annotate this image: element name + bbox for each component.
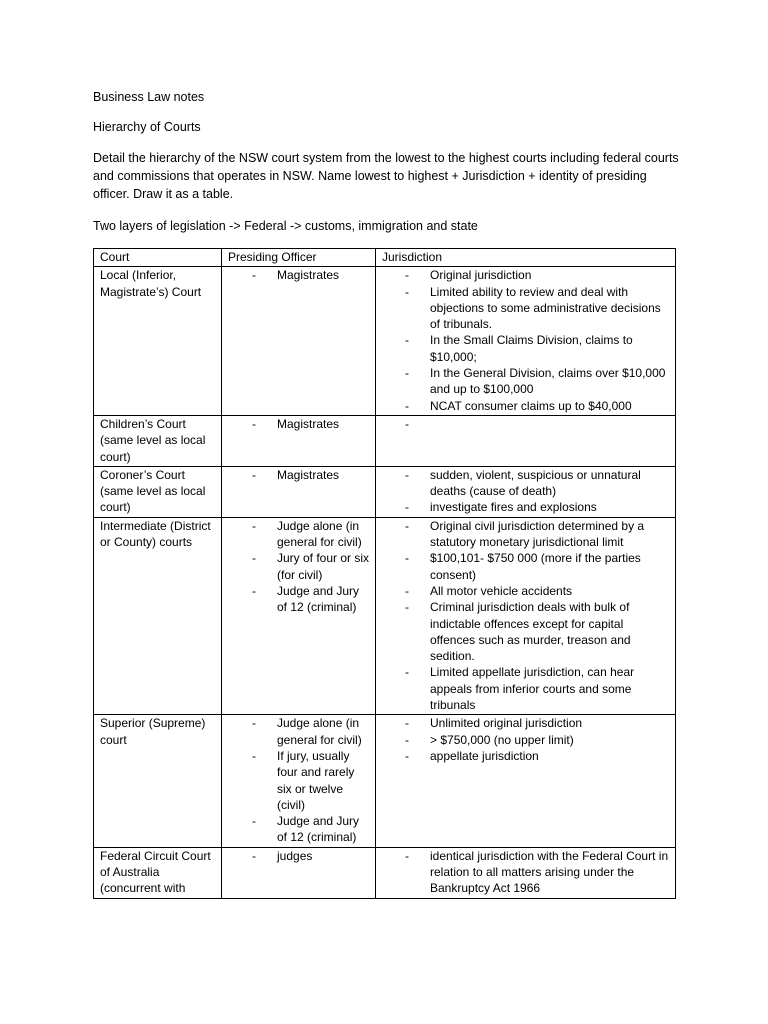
presiding-officer-cell [222, 715, 376, 847]
dash-bullet: - [252, 583, 256, 598]
presiding-officer-text: If jury, usually four and rarely six or twelve (civil) [277, 748, 355, 812]
presiding-officer-list [228, 848, 371, 864]
presiding-officer-text: Judge alone (in general for civil) [277, 518, 362, 550]
dash-bullet: - [405, 467, 409, 482]
doc-title: Business Law notes [93, 90, 205, 104]
dash-bullet: - [405, 416, 409, 431]
court-name: Children’s Court (same level as local court) [94, 415, 222, 466]
jurisdiction-text: sudden, violent, suspicious or unnatural deaths (cause of death) [430, 467, 641, 499]
jurisdiction-item [382, 583, 671, 599]
jurisdiction-item [382, 332, 671, 365]
court-name: Local (Inferior, Magistrate’s) Court [94, 267, 222, 416]
jurisdiction-text: Original civil jurisdiction determined by a statutory monetary jurisdictional limit [430, 518, 645, 550]
jurisdiction-item [382, 398, 671, 414]
presiding-officer-list [228, 715, 371, 845]
jurisdiction-list [382, 848, 671, 897]
presiding-officer-item [228, 267, 371, 283]
table-row [94, 415, 676, 466]
dash-bullet: - [405, 284, 409, 299]
presiding-officer-cell [222, 847, 376, 898]
jurisdiction-cell [376, 847, 676, 898]
jurisdiction-text: identical jurisdiction with the Federal Court in relation to all matters arising under the Bankruptcy Act 1966 [430, 848, 669, 896]
jurisdiction-text: NCAT consumer claims up to $40,000 [430, 398, 632, 413]
jurisdiction-text: Unlimited original jurisdiction [430, 716, 583, 731]
dash-bullet: - [405, 268, 409, 283]
table-row [94, 715, 676, 847]
jurisdiction-item [382, 365, 671, 398]
presiding-officer-text: Judge alone (in general for civil) [277, 716, 362, 747]
dash-bullet: - [252, 848, 256, 863]
header-presiding-officer: Presiding Officer [222, 249, 376, 267]
dash-bullet: - [252, 518, 256, 533]
jurisdiction-item [382, 518, 671, 551]
dash-bullet: - [405, 716, 409, 731]
court-name: Intermediate (District or County) courts [94, 517, 222, 715]
section-heading: Hierarchy of Courts [93, 120, 201, 134]
presiding-officer-text: Judge and Jury of 12 (criminal) [277, 583, 360, 615]
jurisdiction-text: In the General Division, claims over $10,000 and up to $100,000 [430, 366, 666, 397]
jurisdiction-text: Criminal jurisdiction deals with bulk of indictable offences except for capital offences such as murder, treason and sedition. [430, 600, 631, 664]
dash-bullet: - [405, 748, 409, 763]
presiding-officer-list [228, 267, 371, 283]
header-jurisdiction: Jurisdiction [376, 249, 676, 267]
table-row [94, 267, 676, 416]
jurisdiction-item [382, 550, 671, 583]
presiding-officer-item [228, 848, 371, 864]
presiding-officer-list [228, 467, 371, 483]
dash-bullet: - [252, 551, 256, 566]
jurisdiction-item [382, 467, 671, 500]
jurisdiction-text: Limited appellate jurisdiction, can hear appeals from inferior courts and some tribunals [430, 665, 635, 713]
presiding-officer-text: Jury of four or six (for civil) [277, 551, 370, 582]
table-row [94, 517, 676, 715]
dash-bullet: - [405, 366, 409, 381]
dash-bullet: - [405, 551, 409, 566]
jurisdiction-item [382, 284, 671, 333]
presiding-officer-item [228, 715, 371, 748]
dash-bullet: - [252, 467, 256, 482]
presiding-officer-item [228, 416, 371, 432]
jurisdiction-item [382, 599, 671, 664]
table-header-row [94, 249, 676, 267]
dash-bullet: - [252, 814, 256, 829]
dash-bullet: - [405, 732, 409, 747]
jurisdiction-text: investigate fires and explosions [430, 500, 597, 515]
jurisdiction-text: All motor vehicle accidents [430, 583, 573, 598]
jurisdiction-item [382, 715, 671, 731]
jurisdiction-list [382, 715, 671, 764]
presiding-officer-item [228, 467, 371, 483]
dash-bullet: - [405, 518, 409, 533]
dash-bullet: - [252, 268, 256, 283]
courts-table [93, 248, 676, 899]
legislation-note: Two layers of legislation -> Federal -> customs, immigration and state [93, 219, 478, 233]
presiding-officer-list [228, 416, 371, 432]
jurisdiction-text: In the Small Claims Division, claims to $10,000; [430, 333, 633, 364]
jurisdiction-item [382, 748, 671, 764]
presiding-officer-item [228, 518, 371, 551]
court-name: Coroner’s Court (same level as local court) [94, 466, 222, 517]
jurisdiction-item [382, 664, 671, 713]
jurisdiction-cell [376, 466, 676, 517]
dash-bullet: - [405, 398, 409, 413]
header-court: Court [94, 249, 222, 267]
jurisdiction-cell [376, 267, 676, 416]
table-row [94, 466, 676, 517]
dash-bullet: - [252, 416, 256, 431]
dash-bullet: - [252, 748, 256, 763]
dash-bullet: - [405, 333, 409, 348]
presiding-officer-item [228, 583, 371, 616]
jurisdiction-list [382, 267, 671, 414]
presiding-officer-cell [222, 466, 376, 517]
jurisdiction-text: appellate jurisdiction [430, 748, 539, 763]
jurisdiction-text: $100,101- $750 000 (more if the parties consent) [430, 551, 641, 582]
presiding-officer-cell [222, 517, 376, 715]
dash-bullet: - [405, 665, 409, 680]
presiding-officer-item [228, 813, 371, 846]
jurisdiction-item [382, 732, 671, 748]
presiding-officer-text: Magistrates [277, 268, 340, 283]
table-row [94, 847, 676, 898]
presiding-officer-cell [222, 267, 376, 416]
presiding-officer-list [228, 518, 371, 616]
jurisdiction-cell [376, 415, 676, 466]
presiding-officer-cell [222, 415, 376, 466]
jurisdiction-item [382, 499, 671, 515]
jurisdiction-text: Original jurisdiction [430, 268, 532, 283]
dash-bullet: - [252, 716, 256, 731]
court-name: Superior (Supreme) court [94, 715, 222, 847]
presiding-officer-text: judges [277, 848, 313, 863]
jurisdiction-text: Limited ability to review and deal with objections to some administrative decisions of tribunals. [430, 284, 661, 332]
jurisdiction-item [382, 848, 671, 897]
presiding-officer-item [228, 550, 371, 583]
jurisdiction-cell [376, 517, 676, 715]
jurisdiction-cell [376, 715, 676, 847]
presiding-officer-text: Judge and Jury of 12 (criminal) [277, 814, 360, 845]
presiding-officer-item [228, 748, 371, 813]
jurisdiction-list [382, 467, 671, 516]
instruction-paragraph: Detail the hierarchy of the NSW court system from the lowest to the highest courts including federal courts and commissions that operates in NSW. Name lowest to highest + Jurisdiction + identity of presiding officer. Draw it as a table. [93, 151, 679, 202]
court-name: Federal Circuit Court of Australia (concurrent with [94, 847, 222, 898]
jurisdiction-list [382, 518, 671, 714]
jurisdiction-item [382, 267, 671, 283]
dash-bullet: - [405, 500, 409, 515]
dash-bullet: - [405, 583, 409, 598]
presiding-officer-text: Magistrates [277, 467, 340, 482]
presiding-officer-text: Magistrates [277, 416, 340, 431]
dash-bullet: - [405, 600, 409, 615]
jurisdiction-text: > $750,000 (no upper limit) [430, 732, 574, 747]
dash-bullet: - [405, 848, 409, 863]
